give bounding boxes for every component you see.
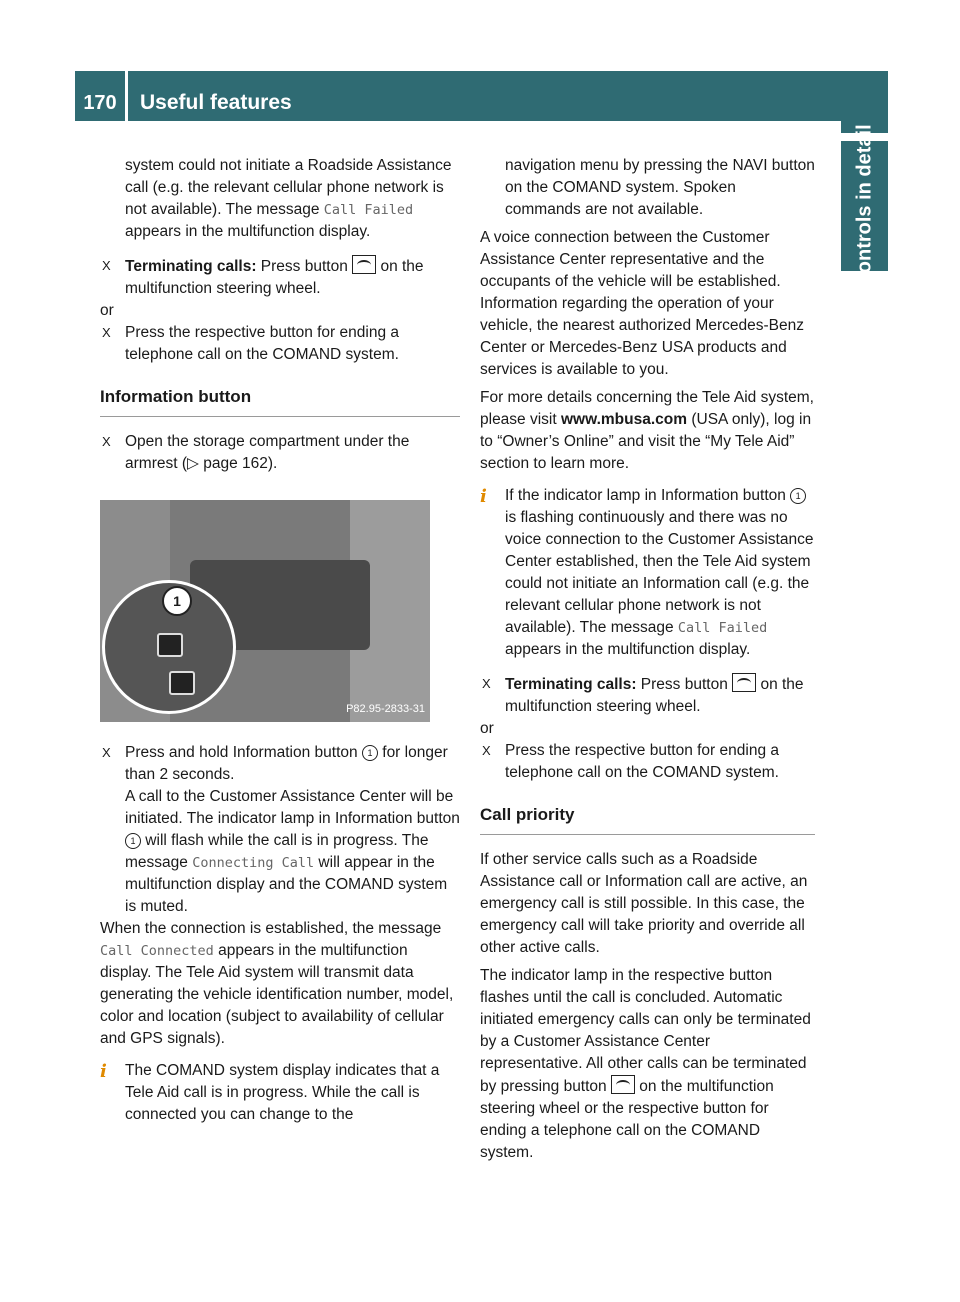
end-call-button-icon xyxy=(732,673,756,692)
callout-1-icon: 1 xyxy=(790,488,806,504)
section-tab-label: Controls in detail xyxy=(853,124,875,288)
bullet-arrow-icon: X xyxy=(102,745,111,760)
instruction-item: X Press and hold Information button 1 for longer than 2 seconds. A call to the Customer Assistance Center will be initiated. The indicator lamp in Information button 1 will flash while the call is in progress. The message Connecting Call will appear in the multifunction display and the COMAND system is muted. xyxy=(102,744,460,915)
end-call-button-icon xyxy=(352,255,376,274)
callout-1-icon: 1 xyxy=(125,833,141,849)
page-title: Useful features xyxy=(140,91,292,114)
paragraph: system could not initiate a Roadside Assistance call (e.g. the relevant cellular phone network is not available). The message Call Failed appears in the multifunction display. xyxy=(125,157,452,240)
section-tab xyxy=(841,124,888,288)
bullet-arrow-icon: X xyxy=(482,676,491,691)
console-photo xyxy=(100,500,430,722)
bullet-arrow-icon: X xyxy=(102,325,111,340)
end-call-button-icon xyxy=(611,1075,635,1094)
info-note: i If the indicator lamp in Information button 1 is flashing continuously and there was no voice connection to the Customer Assistance Center established, then the Tele Aid system could not initiate an Information call (e.g. the relevant cellular phone network is not available). The message Call Failed appears in the multifunction display. xyxy=(480,486,814,658)
info-icon: i xyxy=(480,486,487,507)
instruction-item: X Terminating calls: Press button on the multifunction steering wheel. xyxy=(100,255,460,300)
instruction-item: X Press the respective button for ending a telephone call on the COMAND system. xyxy=(482,742,779,781)
paragraph: When the connection is established, the message Call Connected appears in the multifunction display. The Tele Aid system will transmit data generating the vehicle identification number, model, color and location (subject to availability of cellular and GPS signals). xyxy=(100,920,454,1047)
display-message: Call Failed xyxy=(323,202,414,218)
info-icon: i xyxy=(100,1061,107,1082)
image-code: P82.95-2833-31 xyxy=(346,703,425,715)
paragraph: If other service calls such as a Roadside Assistance call or Information call are active, an emergency call is still possible. In this case, the emergency call will take priority and override all other active calls. xyxy=(480,851,808,956)
callout-1-icon: 1 xyxy=(362,745,378,761)
paragraph: A voice connection between the Customer Assistance Center representative and the occupants of the vehicle will be established. Information regarding the operation of your vehicle, the nearest authorized Mercedes-Benz Center or Mercedes-Benz USA products and services is available to you. xyxy=(480,229,804,378)
instruction-item: X Open the storage compartment under the armrest (▷ page 162). xyxy=(102,433,410,472)
info-note: i The COMAND system display indicates that a Tele Aid call is in progress. While the call is connected you can change to the xyxy=(100,1061,440,1123)
bullet-arrow-icon: X xyxy=(102,434,111,449)
bullet-arrow-icon: X xyxy=(102,258,111,273)
instruction-item: X Terminating calls: Press button on the multifunction steering wheel. xyxy=(480,673,815,718)
section-heading: Information button xyxy=(100,386,460,417)
or-text: or xyxy=(480,720,494,737)
left-column xyxy=(100,155,460,1126)
paragraph: navigation menu by pressing the NAVI button on the COMAND system. Spoken commands are not available. xyxy=(505,157,815,218)
page-number: 170 xyxy=(83,92,117,114)
display-message: Connecting Call xyxy=(192,855,315,871)
header-divider xyxy=(125,71,128,121)
bullet-arrow-icon: X xyxy=(482,743,491,758)
callout-1: 1 xyxy=(162,586,192,616)
section-heading: Call priority xyxy=(480,804,815,835)
roadside-button-image xyxy=(169,671,195,695)
instruction-item: X Press the respective button for ending a telephone call on the COMAND system. xyxy=(102,324,399,363)
display-message: Call Connected xyxy=(100,943,214,959)
right-column xyxy=(480,155,815,1164)
or-text: or xyxy=(100,302,114,319)
website-link: www.mbusa.com xyxy=(560,411,688,428)
information-button-image xyxy=(157,633,183,657)
display-message: Call Failed xyxy=(677,620,768,636)
paragraph: For more details concerning the Tele Aid system, please visit www.mbusa.com (USA only), log in to “Owner’s Online” and visit the “My Tele Aid” section to learn more. xyxy=(480,389,814,472)
paragraph: The indicator lamp in the respective button flashes until the call is concluded. Automatic initiated emergency calls can only be terminated by a Customer Assistance Center representative. All other calls can be terminated by pressing button on the multifunction steering wheel or the respective button for ending a telephone call on the COMAND system. xyxy=(480,967,811,1161)
